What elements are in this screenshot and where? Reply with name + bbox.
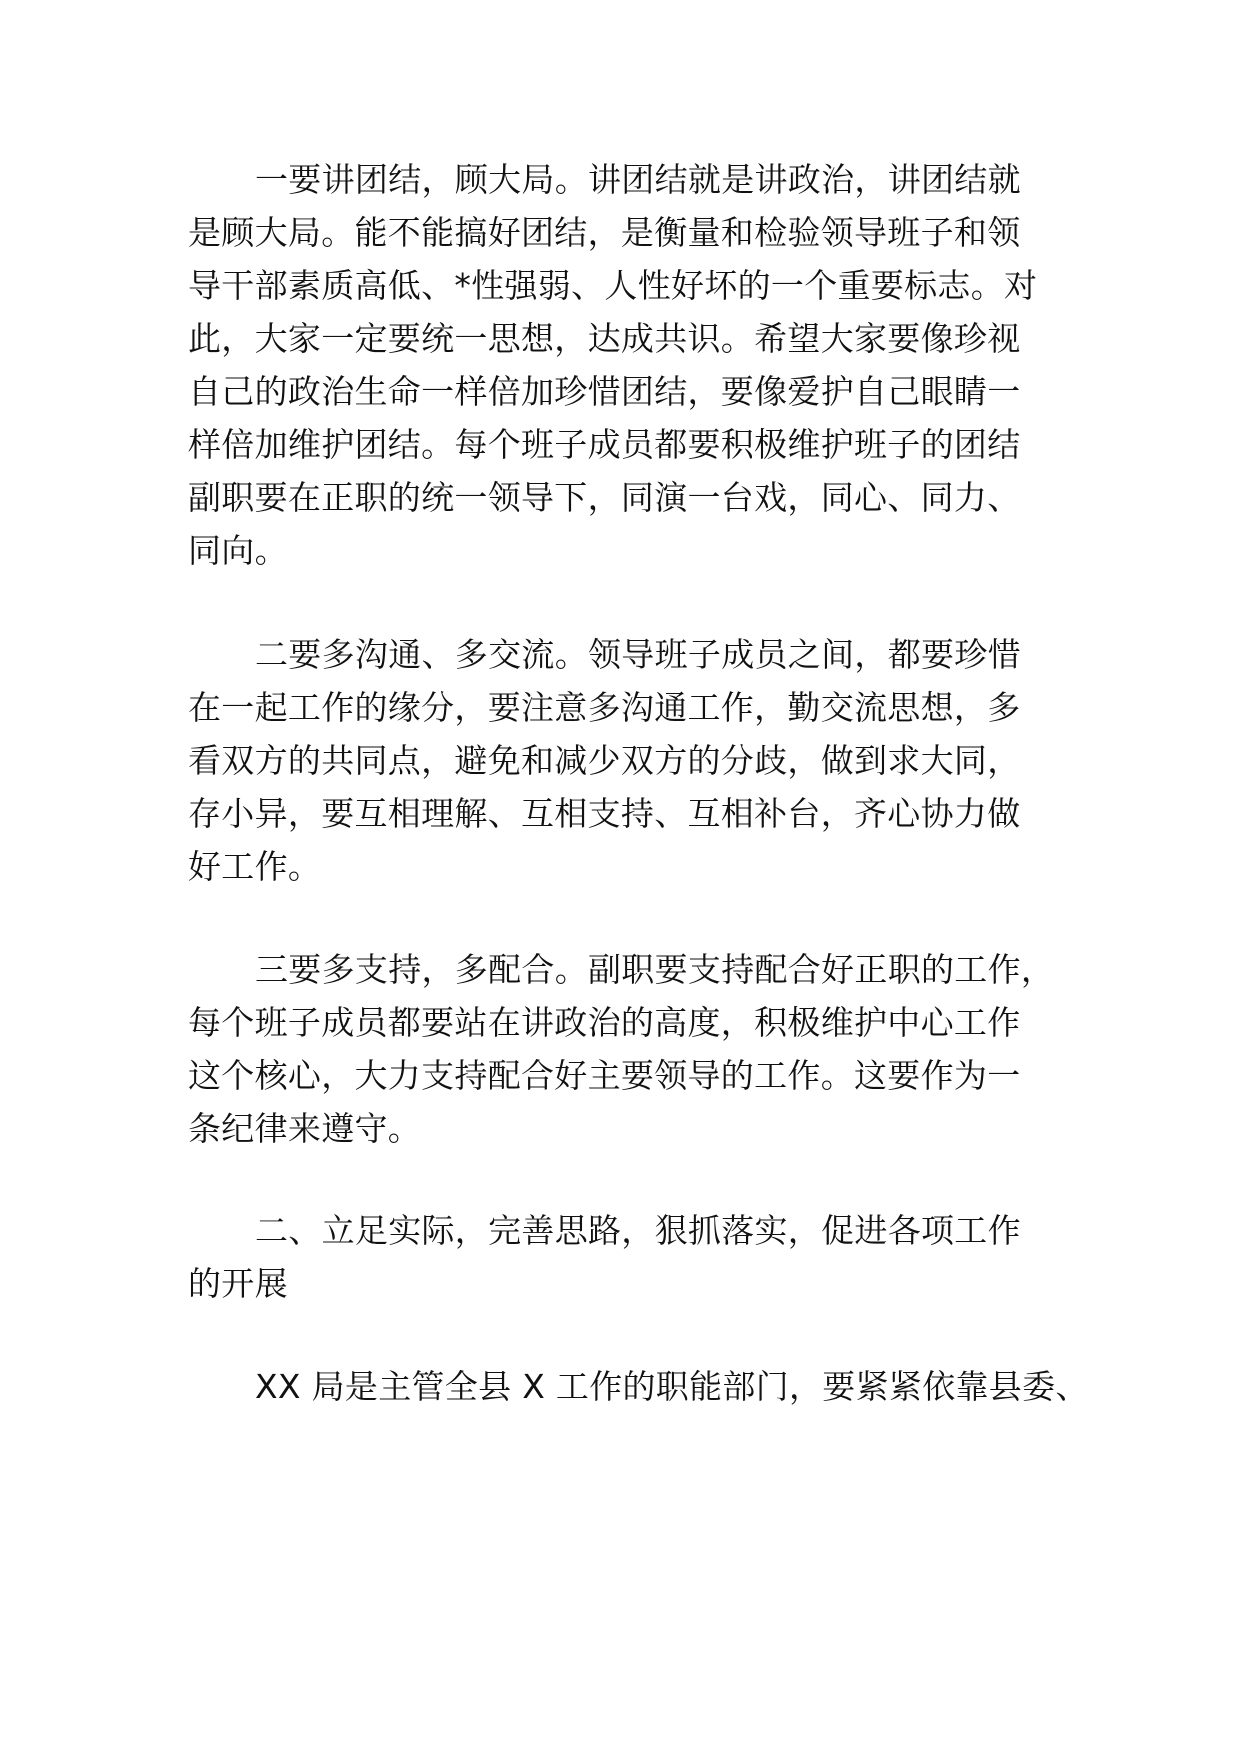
paragraph-2-line-4: 存小异，要互相理解、互相支持、互相补台，齐心协力做 [188, 794, 1021, 833]
paragraph-2-line-5: 好工作。 [188, 847, 322, 886]
paragraph-1-line-2: 是顾大局。能不能搞好团结，是衡量和检验领导班子和领 [188, 213, 1021, 252]
paragraph-1-line-3: 导干部素质高低、*性强弱、人性好坏的一个重要标志。对 [188, 266, 1038, 305]
paragraph-1-line-6: 样倍加维护团结。每个班子成员都要积极维护班子的团结 [188, 425, 1021, 464]
paragraph-1-line-1: 一要讲团结，顾大局。讲团结就是讲政治，讲团结就 [255, 160, 1021, 199]
paragraph-5-line-1: XX 局是主管全县 X 工作的职能部门，要紧紧依靠县委、 [255, 1367, 1089, 1406]
paragraph-2-line-2: 在一起工作的缘分，要注意多沟通工作，勤交流思想，多 [188, 688, 1021, 727]
paragraph-1-line-4: 此，大家一定要统一思想，达成共识。希望大家要像珍视 [188, 319, 1021, 358]
paragraph-3-line-3: 这个核心，大力支持配合好主要领导的工作。这要作为一 [188, 1056, 1021, 1095]
section-heading-line-2: 的开展 [188, 1264, 288, 1303]
paragraph-3-line-4: 条纪律来遵守。 [188, 1109, 422, 1148]
paragraph-1-line-8: 同向。 [188, 531, 288, 570]
paragraph-2-line-1: 二要多沟通、多交流。领导班子成员之间，都要珍惜 [255, 635, 1021, 674]
paragraph-1-line-5: 自己的政治生命一样倍加珍惜团结，要像爱护自己眼睛一 [188, 372, 1021, 411]
section-heading-line-1: 二、立足实际，完善思路，狠抓落实，促进各项工作 [255, 1211, 1021, 1250]
paragraph-3-line-2: 每个班子成员都要站在讲政治的高度，积极维护中心工作 [188, 1003, 1021, 1042]
paragraph-3-line-1: 三要多支持，多配合。副职要支持配合好正职的工作， [255, 950, 1055, 989]
paragraph-1-line-7: 副职要在正职的统一领导下，同演一台戏，同心、同力、 [188, 478, 1021, 517]
paragraph-2-line-3: 看双方的共同点，避免和减少双方的分歧，做到求大同， [188, 741, 1021, 780]
